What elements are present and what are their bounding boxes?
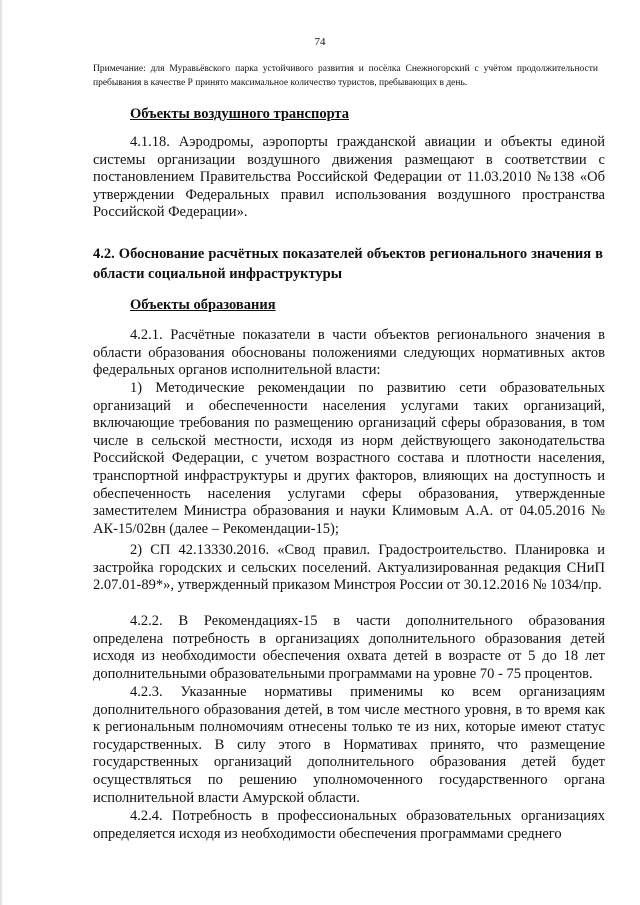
paragraph-4-2-4: 4.2.4. Потребность в профессиональных образовательных организациях определяется исходя из необходимости обеспечения программами среднего — [93, 808, 605, 842]
paragraph-item-1: 1) Методические рекомендации по развитию сети образовательных организаций и обеспеченности населения услугами таких организаций, включающие требования по размещению организаций сферы образования, в том числе в сельской местности, исходя из норм действующего законодательства Российской Федерации, с учетом возрастного состава и плотности населения, транспортной инфраструктуры и других факторов, влияющих на доступность и обеспеченность населения услугами сферы образования, утвержденные заместителем Министра образования и науки Климовым А.А. от 04.05.2016 № АК-15/02вн (далее – Рекомендации-15); — [93, 380, 605, 537]
paragraph-4-1-18: 4.1.18. Аэродромы, аэропорты гражданской авиации и объекты единой системы организации воздушного движения размещают в соответствии с постановлением Правительства Российской Федерации от 11.03.2010 №138 «Об утверждении Федеральных правил использования воздушного пространства Российской Федерации». — [93, 134, 605, 221]
page-number: 74 — [314, 36, 326, 48]
heading-air-transport: Объекты воздушного транспорта — [130, 106, 349, 122]
note: Примечание: для Муравьёвского парка устойчивого развития и посёлка Снежногорский с учётом продолжительности пребывания в качестве Р принято максимальное количество туристов, пребывающих в день. — [93, 64, 598, 88]
heading-education: Объекты образования — [130, 297, 276, 313]
scan-edge — [0, 0, 3, 905]
paragraph-4-2-2: 4.2.2. В Рекомендациях-15 в части дополнительного образования определена потребность в организациях дополнительного образования детей исходя из необходимости обеспечения охвата детей в возрасте от 5 до 18 лет дополнительными образовательными программами на уровне 70 - 75 процентов. — [93, 613, 605, 682]
section-title-4-2: 4.2. Обоснование расчётных показателей объектов регионального значения в области социальной инфраструктуры — [93, 246, 603, 282]
paragraph-item-2: 2) СП 42.13330.2016. «Свод правил. Градостроительство. Планировка и застройка городских и сельских поселений. Актуализированная редакция СНиП 2.07.01-89*», утвержденный приказом Минстроя России от 30.12.2016 № 1034/пр. — [93, 542, 605, 594]
paragraph-4-2-3: 4.2.3. Указанные нормативы применимы ко всем организациям дополнительного образования детей, в том числе местного уровня, в то время как к региональным полномочиям отнесены только те из них, которые имеют статус государственных. В силу этого в Нормативах принято, что размещение государственных организаций дополнительного образования детей будет осуществляться по решению уполномоченного государственного органа исполнительной власти Амурской области. — [93, 684, 605, 806]
paragraph-4-2-1: 4.2.1. Расчётные показатели в части объектов регионального значения в области образования обоснованы положениями следующих нормативных актов федеральных органов исполнительной власти: — [93, 327, 605, 379]
